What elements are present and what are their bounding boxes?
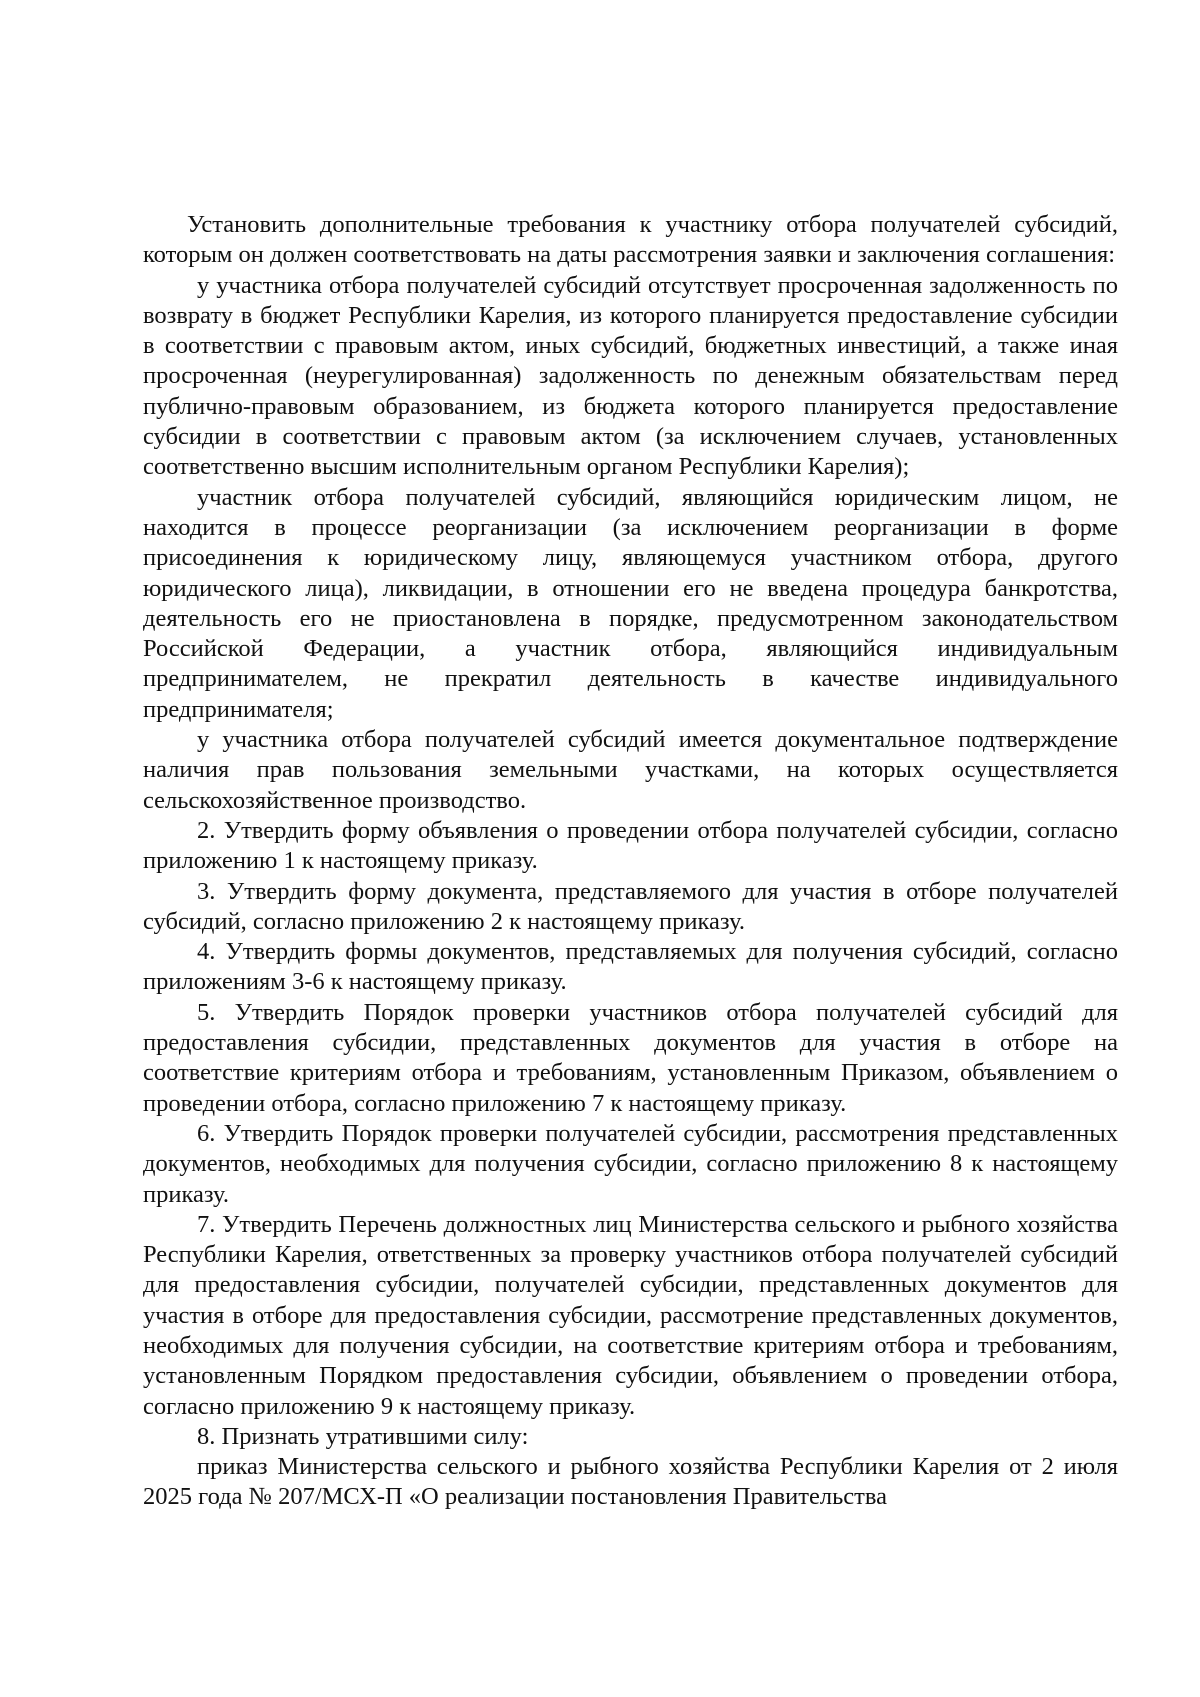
paragraph-requirement-no-debt: у участника отбора получателей субсидий отсутствует просроченная задолженность по возврату в бюджет Республики Карелия, из которого планируется предоставление субсидии в соответствии с правовым актом, иных субсидий, бюджетных инвестиций, а также иная просроченная (неурегулированная) задолженность по денежным обязательствам перед публично-правовым образованием, из бюджета которого планируется предоставление субсидии в соответствии с правовым актом (за исключением случаев, установленных соответственно высшим исполнительным органом Республики Карелия); (143, 271, 1118, 481)
paragraph-repealed-order: приказ Министерства сельского и рыбного хозяйства Республики Карелия от 2 июля 2025 года № 207/МСХ-П «О реализации постановления Правительства (143, 1453, 1118, 1511)
paragraph-requirement-land-rights: у участника отбора получателей субсидий имеется документальное подтверждение наличия прав пользования земельными участками, на которых осуществляется сельскохозяйственное производство. (143, 726, 1118, 814)
paragraph-item-8: 8. Признать утратившими силу: (197, 1422, 529, 1450)
document-body (143, 210, 1118, 1513)
paragraph-additional-requirements-intro: Установить дополнительные требования к участнику отбора получателей субсидий, которым он должен соответствовать на даты рассмотрения заявки и заключения соглашения: (143, 211, 1118, 269)
paragraph-item-3: 3. Утвердить форму документа, представляемого для участия в отборе получателей субсидий, согласно приложению 2 к настоящему приказу. (143, 877, 1118, 935)
paragraph-item-7: 7. Утвердить Перечень должностных лиц Министерства сельского и рыбного хозяйства Республики Карелия, ответственных за проверку участников отбора получателей субсидий для предоставления субсидии, получателей субсидии, представленных документов для участия в отборе для предоставления субсидии, рассмотрение представленных документов, необходимых для получения субсидии, на соответствие критериям отбора и требованиям, установленным Порядком предоставления субсидии, объявлением о проведении отбора, согласно приложению 9 к настоящему приказу. (143, 1210, 1118, 1420)
paragraph-requirement-no-reorganization: участник отбора получателей субсидий, являющийся юридическим лицом, не находится в процессе реорганизации (за исключением реорганизации в форме присоединения к юридическому лицу, являющемуся участником отбора, другого юридического лица), ликвидации, в отношении его не введена процедура банкротства, деятельность его не приостановлена в порядке, предусмотренном законодательством Российской Федерации, а участник отбора, являющийся индивидуальным предпринимателем, не прекратил деятельность в качестве индивидуального предпринимателя; (143, 483, 1118, 723)
paragraph-item-5: 5. Утвердить Порядок проверки участников отбора получателей субсидий для предоставления субсидии, представленных документов для участия в отборе на соответствие критериям отбора и требованиям, установленным Приказом, объявлением о проведении отбора, согласно приложению 7 к настоящему приказу. (143, 998, 1118, 1117)
paragraph-item-6: 6. Утвердить Порядок проверки получателей субсидии, рассмотрения представленных документов, необходимых для получения субсидии, согласно приложению 8 к настоящему приказу. (143, 1119, 1118, 1208)
paragraph-item-4: 4. Утвердить формы документов, представляемых для получения субсидий, согласно приложениям 3-6 к настоящему приказу. (143, 938, 1118, 996)
paragraph-item-2: 2. Утвердить форму объявления о проведении отбора получателей субсидии, согласно приложению 1 к настоящему приказу. (143, 816, 1118, 875)
